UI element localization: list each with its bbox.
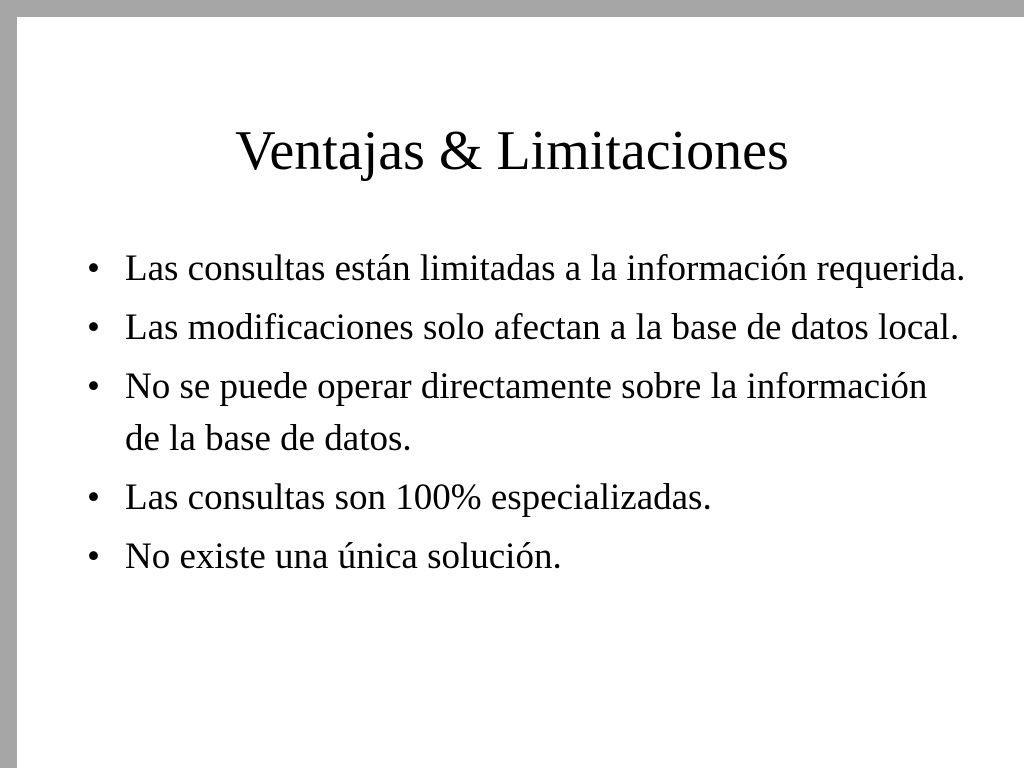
bullet-text: Las modificaciones solo afectan a la base de datos local. [125, 307, 960, 348]
bullet-text: Las consultas son 100% especializadas. [125, 477, 712, 518]
bullet-text: No existe una única solución. [125, 536, 562, 577]
bullet-item [87, 302, 967, 354]
bullet-icon: • [87, 477, 100, 518]
bullet-item [87, 472, 967, 524]
bullet-text: Las consultas están limitadas a la información requerida. [125, 248, 966, 289]
bullet-text: No se puede operar directamente sobre la información de la base de datos. [125, 366, 928, 459]
bullet-item [87, 243, 967, 295]
bullet-item [87, 531, 967, 583]
slide-title: Ventajas & Limitaciones [235, 120, 789, 182]
bullet-icon: • [87, 248, 100, 289]
bullet-item [87, 361, 967, 465]
bullet-list [87, 243, 967, 590]
bullet-icon: • [87, 307, 100, 348]
bullet-icon: • [87, 536, 100, 577]
bullet-icon: • [87, 366, 100, 407]
slide [17, 17, 1024, 768]
